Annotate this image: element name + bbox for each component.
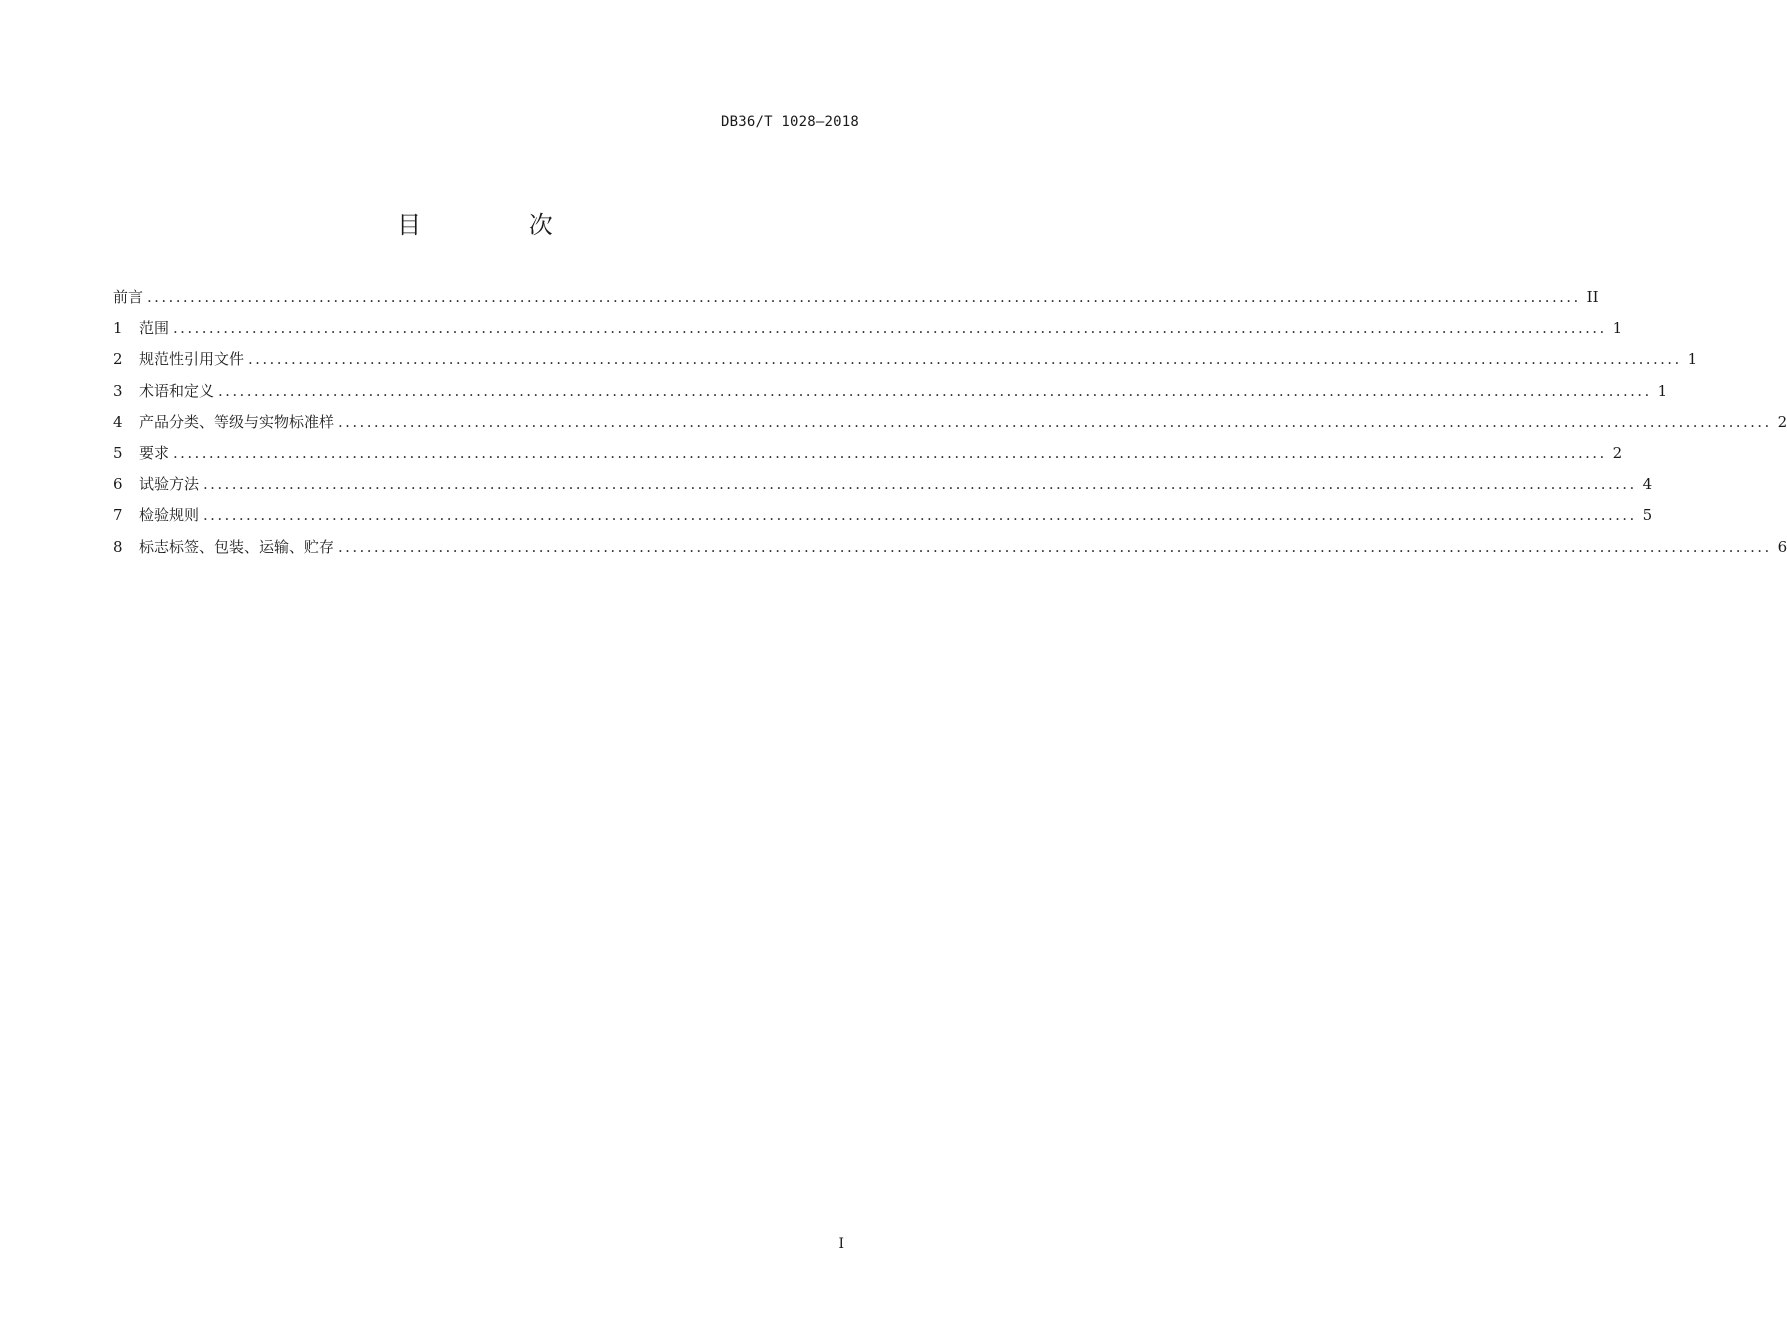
toc-entry-page: 4 [1642, 475, 1653, 494]
document-code: DB36/T 1028—2018 [720, 114, 859, 130]
toc-entry-number: 8 [113, 537, 123, 556]
toc-entry-label: 要求 [139, 443, 170, 462]
toc-entry-page: 2 [1777, 412, 1787, 431]
toc-entry-label: 检验规则 [139, 506, 200, 525]
toc-entry-3[interactable] [113, 380, 1668, 411]
toc-entry-label: 术语和定义 [139, 381, 215, 400]
toc-entry-8[interactable] [113, 536, 1787, 567]
toc-entry-label: 规范性引用文件 [139, 350, 245, 369]
page-number: I [838, 1236, 844, 1252]
toc-entry-page: 1 [1612, 319, 1623, 338]
toc-leader-dots: ........................................................................................................................................................................................................ [203, 475, 1637, 494]
toc-entry-number: 1 [113, 319, 123, 338]
toc-entry-label: 产品分类、等级与实物标准样 [139, 412, 335, 431]
toc-entry-7[interactable] [113, 504, 1653, 535]
page-title: 目 次 [397, 211, 603, 239]
toc-entry-page: II [1586, 288, 1599, 306]
toc-entry-label: 范围 [139, 319, 170, 338]
toc-leader-dots: ........................................................................................................................................................................................................ [173, 319, 1607, 338]
toc-leader-dots: ........................................................................................................................................................................................................ [338, 412, 1772, 431]
toc-entry-label: 前言 [113, 288, 144, 306]
toc-entry-number: 5 [113, 443, 123, 462]
toc-entry-foreword[interactable] [113, 286, 1599, 317]
toc-entry-page: 6 [1777, 537, 1787, 556]
toc-entry-number: 4 [113, 412, 123, 431]
table-of-contents [113, 286, 1787, 567]
toc-entry-number: 2 [113, 350, 123, 369]
toc-entry-2[interactable] [113, 348, 1698, 379]
toc-entry-number: 3 [113, 381, 123, 400]
toc-entry-page: 1 [1657, 381, 1668, 400]
toc-entry-page: 5 [1642, 506, 1653, 525]
toc-entry-number: 6 [113, 475, 123, 494]
toc-entry-label: 标志标签、包装、运输、贮存 [139, 537, 335, 556]
toc-leader-dots: ........................................................................................................................................................................................................ [338, 537, 1772, 556]
toc-entry-6[interactable] [113, 473, 1653, 504]
toc-entry-number: 7 [113, 506, 123, 525]
toc-entry-page: 1 [1687, 350, 1698, 369]
toc-entry-label: 试验方法 [139, 475, 200, 494]
toc-entry-4[interactable] [113, 411, 1787, 442]
toc-entry-page: 2 [1612, 443, 1623, 462]
toc-leader-dots: ........................................................................................................................................................................................................ [147, 288, 1581, 306]
toc-entry-1[interactable] [113, 317, 1623, 348]
toc-leader-dots: ........................................................................................................................................................................................................ [203, 506, 1637, 525]
toc-leader-dots: ........................................................................................................................................................................................................ [218, 381, 1652, 400]
toc-leader-dots: ........................................................................................................................................................................................................ [248, 350, 1682, 369]
toc-leader-dots: ........................................................................................................................................................................................................ [173, 443, 1607, 462]
toc-entry-5[interactable] [113, 442, 1623, 473]
